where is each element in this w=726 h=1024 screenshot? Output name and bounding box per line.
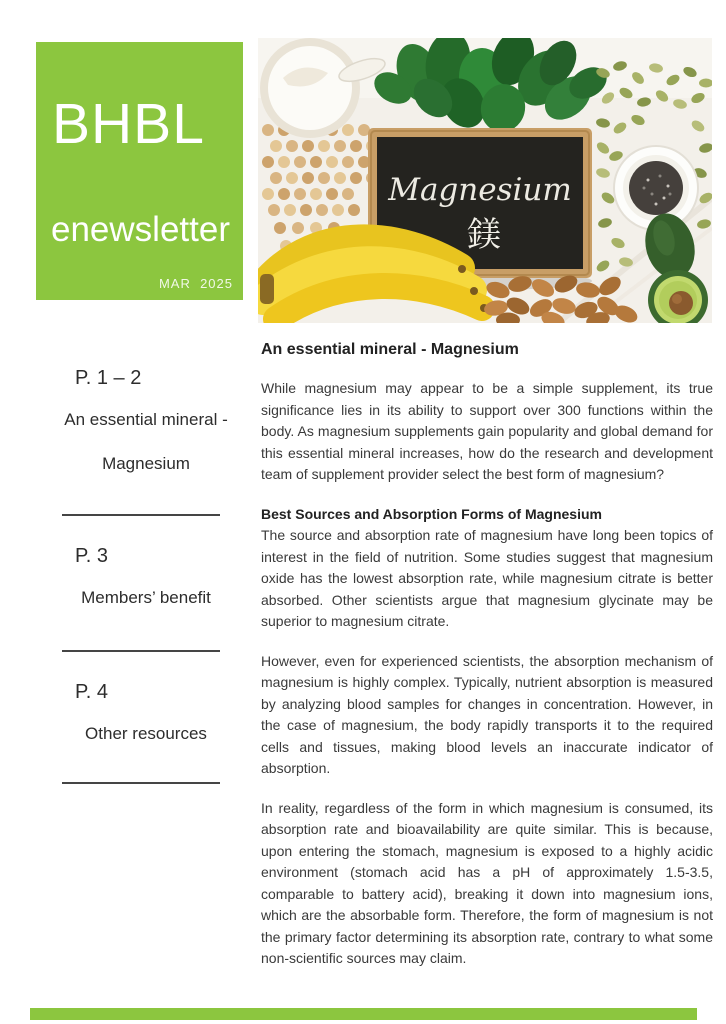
newsletter-title: BHBL — [52, 92, 205, 156]
toc-pages-label[interactable]: P. 4 — [75, 681, 108, 703]
article-paragraph-intro: While magnesium may appear to be a simple supplement, its true significance lies in its ability to support over 300 functions within the body. As magnesium supplements gain popularity and global demand for this essential mineral increases, how do the research and development team of supplement provider select the best form of magnesium? — [261, 380, 713, 482]
article-paragraph: The source and absorption rate of magnesium have long been topics of interest in the field of nutrition. Some studies suggest that magnesium oxide has the lowest absorption rate, while magnesium citrate is better absorbed. Other scientists argue that magnesium glycinate may be superior to magnesium citrate. — [261, 527, 713, 629]
toc-pages-label[interactable]: P. 3 — [75, 545, 108, 567]
issue-date: MAR 2025 — [158, 276, 233, 291]
toc-divider — [62, 650, 220, 652]
toc-entry-p3[interactable] — [40, 544, 252, 608]
hero-image — [258, 38, 712, 323]
toc-divider — [62, 782, 220, 784]
masthead — [36, 42, 243, 300]
article-paragraph: However, even for experienced scientists, the absorption mechanism of magnesium is highly complex. Typically, nutrient absorption is measured by analyzing blood samples for changes in concentration. However, in the case of magnesium, the body rapidly transports it to the required cells and tissues, making blood levels an inaccurate indicator of absorption. — [261, 652, 713, 776]
toc-entry-p1-2[interactable] — [40, 366, 252, 474]
article-paragraph: In reality, regardless of the form in which magnesium is consumed, its absorption rate and bioavailability are quite similar. This is because, upon entering the stomach, magnesium is exposed to a highly acidic environment (stomach acid has a pH of approximately 1.5-3.5, comparable to battery acid), breaking it down into magnesium ions, which are the absorbable form. Therefore, the form of magnesium is not the primary factor determining its absorption rate, contrary to what some non-scientific sources may claim. — [261, 799, 713, 966]
toc-title-line[interactable]: An essential mineral - — [64, 410, 228, 429]
toc-title-line[interactable]: Members’ benefit — [81, 588, 211, 607]
toc-title-line[interactable]: Magnesium — [102, 454, 190, 473]
article-title: An essential mineral - Magnesium — [261, 341, 519, 358]
article-subheading: Best Sources and Absorption Forms of Magnesium — [261, 505, 602, 522]
footer-accent-bar — [30, 1008, 697, 1020]
table-of-contents — [40, 358, 252, 812]
toc-entry-p4[interactable] — [40, 680, 252, 744]
chalkboard-text-zh: 鎂 — [467, 215, 501, 255]
toc-divider — [62, 514, 220, 516]
article — [261, 334, 713, 988]
chalkboard-text-en: Magnesium — [388, 172, 572, 208]
toc-title-line[interactable]: Other resources — [85, 724, 207, 743]
toc-pages-label[interactable]: P. 1 – 2 — [75, 367, 142, 389]
newsletter-subtitle: enewsletter — [51, 210, 230, 249]
